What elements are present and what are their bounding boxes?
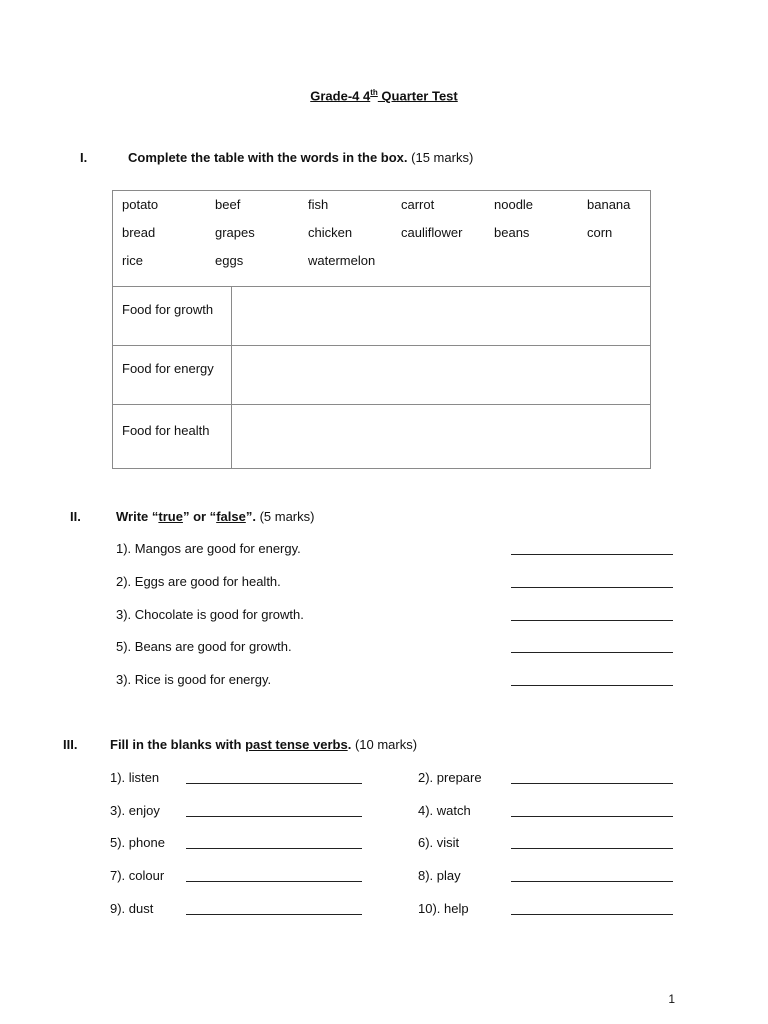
section2-marks: (5 marks) bbox=[259, 509, 315, 524]
verb-item: 6). visit bbox=[418, 835, 460, 850]
section1-marks: (15 marks) bbox=[411, 150, 474, 165]
answer-blank[interactable] bbox=[511, 554, 673, 555]
title-rest: Quarter Test bbox=[377, 88, 458, 104]
word-item: rice bbox=[122, 253, 143, 268]
verb-answer-blank[interactable] bbox=[186, 848, 362, 849]
verb-item: 7). colour bbox=[110, 868, 165, 883]
verb-answer-blank[interactable] bbox=[186, 881, 362, 882]
verb-item: 1). listen bbox=[110, 770, 160, 785]
true-false-statement: 3). Chocolate is good for growth. bbox=[116, 607, 304, 622]
verb-item: 8). play bbox=[418, 868, 461, 883]
table-divider bbox=[113, 404, 650, 405]
section3-instruction-post: . bbox=[347, 737, 352, 752]
section2-numeral: II. bbox=[70, 509, 81, 524]
answer-blank[interactable] bbox=[511, 685, 673, 686]
verb-item: 10). help bbox=[418, 901, 469, 916]
section1-numeral: I. bbox=[80, 150, 88, 165]
title-main: Grade-4 4 bbox=[310, 88, 371, 104]
verb-item: 5). phone bbox=[110, 835, 165, 850]
true-false-statement: 3). Rice is good for energy. bbox=[116, 672, 272, 687]
verb-answer-blank[interactable] bbox=[186, 914, 362, 915]
answer-cell-growth[interactable] bbox=[233, 288, 649, 344]
word-item: chicken bbox=[308, 225, 353, 240]
section1-heading bbox=[128, 150, 473, 165]
section2-true-word: true bbox=[158, 509, 183, 524]
section3-marks: (10 marks) bbox=[354, 737, 418, 752]
title-superscript: th bbox=[370, 88, 378, 97]
verb-answer-blank[interactable] bbox=[186, 816, 362, 817]
verb-answer-blank[interactable] bbox=[511, 816, 673, 817]
section2-instruction-post: ”. bbox=[245, 509, 256, 524]
table-column-divider bbox=[231, 286, 232, 468]
answer-blank[interactable] bbox=[511, 587, 673, 588]
verb-item: 3). enjoy bbox=[110, 803, 160, 818]
section2-instruction-pre: Write “ bbox=[116, 509, 159, 524]
section3-instruction-pre: Fill in the blanks with bbox=[110, 737, 246, 752]
page-number: 1 bbox=[668, 992, 675, 1006]
verb-answer-blank[interactable] bbox=[511, 848, 673, 849]
verb-answer-blank[interactable] bbox=[511, 914, 673, 915]
true-false-statement: 2). Eggs are good for health. bbox=[116, 574, 281, 589]
table-divider bbox=[113, 345, 650, 346]
word-item: bread bbox=[122, 225, 156, 240]
verb-answer-blank[interactable] bbox=[511, 783, 673, 784]
section1-instruction: Complete the table with the words in the box. bbox=[128, 150, 408, 165]
answer-cell-health[interactable] bbox=[233, 406, 649, 467]
verb-answer-blank[interactable] bbox=[186, 783, 362, 784]
table-row-label-health: Food for health bbox=[122, 423, 210, 438]
word-item: noodle bbox=[494, 197, 534, 212]
word-item: potato bbox=[122, 197, 159, 212]
word-item: corn bbox=[587, 225, 613, 240]
answer-cell-energy[interactable] bbox=[233, 347, 649, 403]
verb-item: 9). dust bbox=[110, 901, 154, 916]
word-item: grapes bbox=[215, 225, 255, 240]
word-item: beef bbox=[215, 197, 241, 212]
page-title bbox=[0, 88, 768, 103]
table-divider bbox=[113, 286, 650, 287]
verb-answer-blank[interactable] bbox=[511, 881, 673, 882]
section2-instruction-mid: ” or “ bbox=[182, 509, 217, 524]
section2-heading bbox=[116, 509, 314, 524]
word-item: eggs bbox=[215, 253, 244, 268]
word-item: fish bbox=[308, 197, 329, 212]
table-row-label-energy: Food for energy bbox=[122, 361, 214, 376]
true-false-statement: 5). Beans are good for growth. bbox=[116, 639, 292, 654]
section2-false-word: false bbox=[216, 509, 246, 524]
answer-blank[interactable] bbox=[511, 620, 673, 621]
word-item: beans bbox=[494, 225, 530, 240]
true-false-statement: 1). Mangos are good for energy. bbox=[116, 541, 301, 556]
table-row-label-growth: Food for growth bbox=[122, 302, 214, 317]
word-item: watermelon bbox=[308, 253, 376, 268]
word-item: carrot bbox=[401, 197, 435, 212]
section3-heading bbox=[110, 737, 417, 752]
word-item: cauliflower bbox=[401, 225, 463, 240]
answer-blank[interactable] bbox=[511, 652, 673, 653]
word-item: banana bbox=[587, 197, 631, 212]
section3-instruction-underlined: past tense verbs bbox=[245, 737, 348, 752]
verb-item: 4). watch bbox=[418, 803, 471, 818]
section3-numeral: III. bbox=[63, 737, 78, 752]
verb-item: 2). prepare bbox=[418, 770, 482, 785]
